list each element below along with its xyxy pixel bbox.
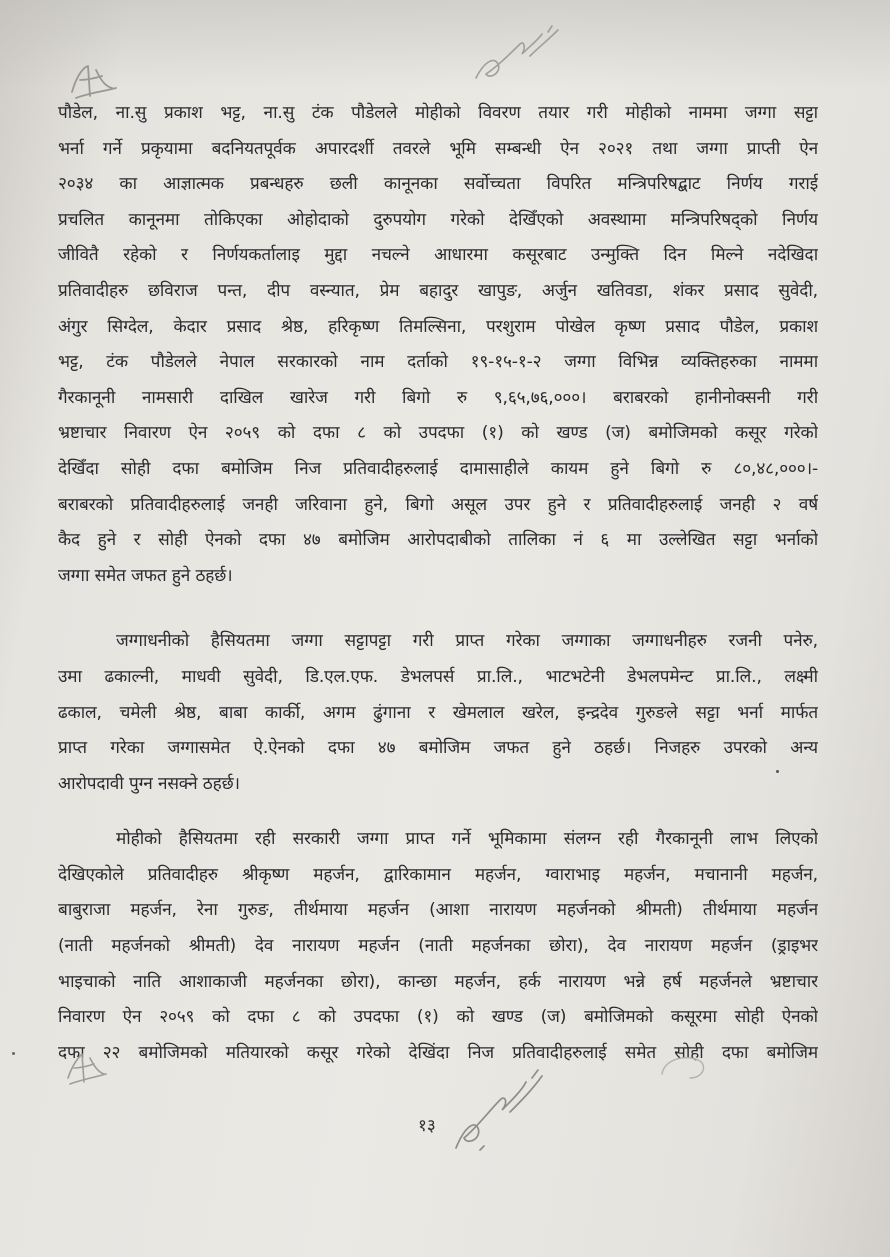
text-line: प्रतिवादीहरु छविराज पन्त, दीप वस्न्यात, प्रेम बहादुर खापुङ, अर्जुन खतिवडा, शंकर प्रसाद सुवेदी,	[58, 280, 818, 301]
paragraph-1	[58, 96, 818, 594]
text-line: कैद हुने र सोही ऐनको दफा ४७ बमोजिम आरोपदाबीको तालिका नं ६ मा उल्लेखित सट्टा भर्नाको	[58, 530, 818, 551]
text-line: भाइचाको नाति आशाकाजी महर्जनका छोरा), कान्छा महर्जन, हर्क नारायण भन्ने हर्ष महर्जनले भ्रष्टाचार	[58, 971, 818, 992]
text-line: जग्गाधनीको हैसियतमा जग्गा सट्टापट्टा गरी प्राप्त गरेका जग्गाका जग्गाधनीहरु रजनी पनेरु,	[116, 631, 818, 652]
paragraph-2	[58, 624, 818, 802]
document-body	[58, 96, 818, 1071]
text-line: भ्रष्टाचार निवारण ऐन २०५९ को दफा ८ को उपदफा (१) को खण्ड (ज) बमोजिमको कसूर गरेको	[58, 423, 818, 444]
paragraph-gap	[58, 594, 818, 624]
text-line: ढकाल, चमेली श्रेष्ठ, बाबा कार्की, अगम ढुंगाना र खेमलाल खरेल, इन्द्रदेव गुरुङले सट्टा भर्ना मार्फत	[58, 702, 818, 723]
signature-top-icon	[468, 22, 568, 92]
page-number: १३	[418, 1116, 436, 1136]
text-line: जग्गा समेत जफत हुने ठहर्छ।	[58, 565, 233, 586]
ink-dot	[12, 1052, 15, 1055]
text-line: २०३४ का आज्ञात्मक प्रबन्धहरु छली कानूनका सर्वोच्चता विपरित मन्त्रिपरिषद्बाट निर्णय गराई	[58, 174, 818, 195]
text-line: अंगुर सिग्देल, केदार प्रसाद श्रेष्ठ, हरिकृष्ण तिमल्सिना, परशुराम पोखेल कृष्ण प्रसाद पौडेल, प्रकाश	[58, 316, 818, 337]
text-line: भर्ना गर्ने प्रकृयामा बदनियतपूर्वक अपारदर्शी तवरले भूमि सम्बन्धी ऐन २०२१ तथा जग्गा प्राप्ती ऐन	[58, 138, 818, 159]
text-line: प्राप्त गरेका जग्गासमेत ऐ.ऐनको दफा ४७ बमोजिम जफत हुने ठहर्छ। निजहरु उपरको अन्य	[58, 738, 818, 759]
signature-bottom-icon	[450, 1066, 550, 1158]
ink-dot	[776, 770, 779, 773]
text-line: दफा २२ बमोजिमको मतियारको कसूर गरेको देखिंदा निज प्रतिवादीहरुलाई समेत सोही दफा बमोजिम	[58, 1042, 818, 1063]
text-line: (नाती महर्जनको श्रीमती) देव नारायण महर्जन (नाती महर्जनका छोरा), देव नारायण महर्जन (ड्राइभर	[58, 936, 818, 957]
page-shadow	[0, 0, 890, 90]
text-line: उमा ढकाल्नी, माधवी सुवेदी, डि.एल.एफ. डेभलपर्स प्रा.लि., भाटभटेनी डेभलपमेन्ट प्रा.लि., लक्ष्मी	[58, 666, 818, 687]
text-line: देखिँदा सोही दफा बमोजिम निज प्रतिवादीहरुलाई दामासाहीले कायम हुने बिगो रु ८०,४८,०००।-	[58, 458, 818, 479]
initials-bottom-left-icon	[62, 1046, 112, 1090]
text-line: गैरकानूनी नामसारी दाखिल खारेज गरी बिगो रु ९,६५,७६,०००। बराबरको हानीनोक्सनी गरी	[58, 387, 818, 408]
text-line: बराबरको प्रतिवादीहरुलाई जनही जरिवाना हुने, बिगो असूल उपर हुने र प्रतिवादीहरुलाई जनही २ वर्ष	[58, 494, 818, 515]
text-line: प्रचलित कानूनमा तोकिएका ओहोदाको दुरुपयोग गरेको देखिँएको अवस्थामा मन्त्रिपरिषद्को निर्णय	[58, 209, 818, 230]
faint-circle-mark-icon	[654, 1048, 714, 1084]
text-line: जीवितै रहेको र निर्णयकर्तालाइ मुद्दा नचल्ने आधारमा कसूरबाट उन्मुक्ति दिन मिल्ने नदेखिदा	[58, 245, 818, 266]
paragraph-3	[58, 822, 818, 1071]
text-line: देखिएकोले प्रतिवादीहरु श्रीकृष्ण महर्जन, द्वारिकामान महर्जन, ग्वाराभाइ महर्जन, मचानानी महर्जन,	[58, 864, 818, 885]
text-line: बाबुराजा महर्जन, रेना गुरुङ, तीर्थमाया महर्जन (आशा नारायण महर्जनको श्रीमती) तीर्थमाया महर्जन	[58, 900, 818, 921]
text-line: आरोपदावी पुग्न नसक्ने ठहर्छ।	[58, 773, 240, 794]
paragraph-gap	[58, 802, 818, 822]
text-line: पौडेल, ना.सु प्रकाश भट्ट, ना.सु टंक पौडेलले मोहीको विवरण तयार गरी मोहीको नाममा जग्गा सट्टा	[58, 103, 818, 123]
text-line: मोहीको हैसियतमा रही सरकारी जग्गा प्राप्त गर्ने भूमिकामा संलग्न रही गैरकानूनी लाभ लिएको	[116, 829, 818, 850]
text-line: निवारण ऐन २०५९ को दफा ८ को उपदफा (१) को खण्ड (ज) बमोजिमको कसूरमा सोही ऐनको	[58, 1007, 818, 1028]
text-line: भट्ट, टंक पौडेलले नेपाल सरकारको नाम दर्ताको १९-१५-१-२ जग्गा विभिन्न व्यक्तिहरुका नाममा	[58, 352, 818, 373]
